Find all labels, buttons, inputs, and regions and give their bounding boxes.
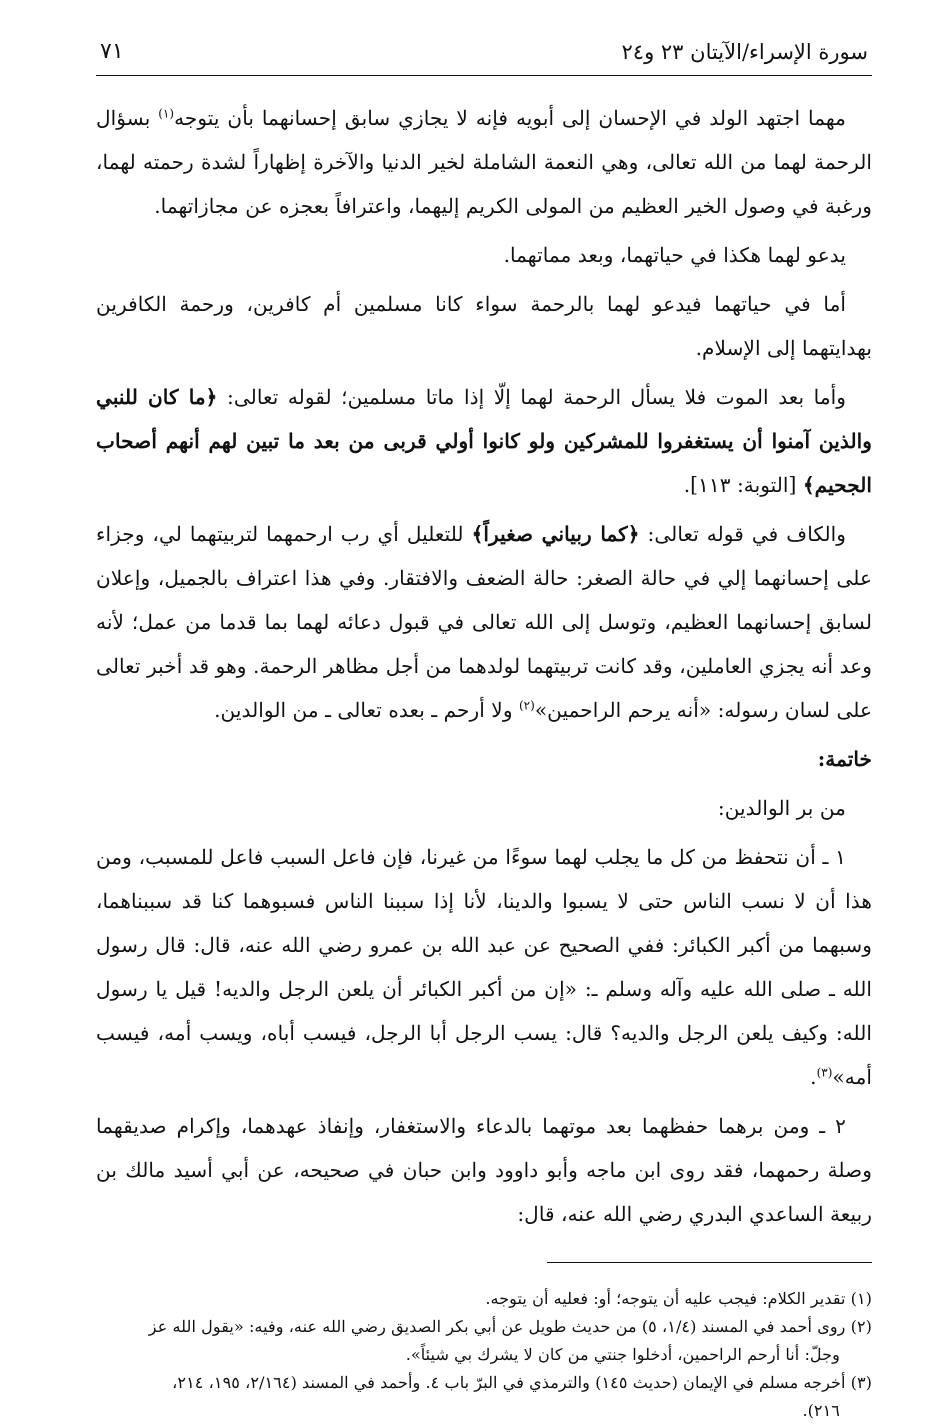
paragraph-6 (96, 835, 872, 1099)
paragraph-1 (96, 96, 872, 228)
main-text (96, 96, 872, 1236)
quran-verse: ﴿ما كان للنبي والذين آمنوا أن يستغفروا للمشركين ولو كانوا أولي قربى من بعد ما تبين لهم أنهم أصحاب الجحيم﴾ (96, 385, 872, 498)
page-header (96, 34, 872, 76)
section-heading: خاتمة: (817, 747, 872, 772)
paragraph-text: ١ ـ أن نتحفظ من كل ما يجلب لهما سوءًا من غيرنا، فإن فاعل السبب فاعل للمسبب، ومن هذا أن لا نسب الناس حتى لا يسبوا والدينا، لأنا إذا سببنا الناس فسبوهما كنا قد سببناهما، وسبهما من أكبر الكبائر: ففي الصحيح عن عبد الله بن عمرو رضي الله عنه، قال: قال رسول الله ـ صلى الله عليه وآله وسلم ـ: «إن من أكبر الكبائر أن يلعن الرجل والديه! قيل يا رسول الله: وكيف يلعن الرجل والديه؟ قال: يسب الرجل أبا الرجل، فيسب أباه، ويسب أمه، فيسب أمه» (96, 845, 872, 1090)
paragraph-text: والكاف في قوله تعالى: (639, 522, 847, 547)
paragraph-text: للتعليل أي رب ارحمهما لتربيتهما لي، وجزاء على إحسانهما إلي في حالة الصغر: حالة الضعف والافتقار. وفي هذا اعتراف بالجميل، وإعلان لسابق إحسانهما العظيم، وتوسل إلى الله تعالى في قبول دعائه لهما بما قدما من عمل؛ لأنه وعد أنه يجزي العاملين، وقد كانت تربيتهما لولدهما من أجل مظاهر الرحمة. وهو قد أخبر تعالى على لسان رسوله: «أنه يرحم الراحمين» (96, 522, 872, 723)
paragraph-text: ولا أرحم ـ بعده تعالى ـ من الوالدين. (214, 698, 519, 723)
footnote-3: (٣) أخرجه مسلم في الإيمان (حديث ١٤٥) والترمذي في البرّ باب ٤. وأحمد في المسند (٢/١٦٤، ١٩٥، ٢١٤، (172, 1373, 872, 1393)
paragraph-text: . (810, 1065, 817, 1090)
paragraph-5 (96, 512, 872, 732)
paragraph-2: يدعو لهما هكذا في حياتهما، وبعد مماتهما. (503, 243, 846, 268)
quran-verse: ﴿كما ربياني صغيراً﴾ (471, 522, 640, 547)
running-title: سورة الإسراء/الآيتان ٢٣ و٢٤ (621, 39, 868, 64)
footnote-2: (٢) روى أحمد في المسند (١/٤، ٥) من حديث طويل عن أبي بكر الصديق رضي الله عنه، وفيه: «يقول الله عز (148, 1317, 872, 1337)
paragraph-7: ٢ ـ ومن برهما حفظهما بعد موتهما بالدعاء والاستغفار، وإنفاذ عهدهما، وإكرام صديقهما وصلة رحمهما، فقد روى ابن ماجه وأبو داوود وابن حبان في صحيحه، عن أبي أسيد مالك بن ربيعة الساعدي البدري رضي الله عنه، قال: (96, 1114, 872, 1227)
footnote-1: (١) تقدير الكلام: فيجب عليه أن يتوجه؛ أو: فعليه أن يتوجه. (485, 1289, 872, 1309)
footnote-2-continued: وجلّ: أنا أرحم الراحمين، أدخلوا جنتي من كان لا يشرك بي شيئاً». (405, 1345, 840, 1365)
paragraph-text: بسؤال الرحمة لهما من الله تعالى، وهي النعمة الشاملة لخير الدنيا والآخرة إظهاراً لشدة رحمته لهما، ورغبة في وصول الخير العظيم من المولى الكريم إليهما، واعترافاً بعجزه عن مجازاتهما. (96, 106, 872, 219)
paragraph-text: مهما اجتهد الولد في الإحسان إلى أبويه فإنه لا يجازي سابق إحسانهما بأن يتوجه (174, 106, 846, 131)
page-number: ٧١ (100, 39, 124, 64)
footnote-separator (547, 1262, 872, 1263)
footnote-ref-2: (٢) (518, 698, 535, 713)
footnote-ref-3: (٣) (816, 1065, 833, 1080)
footnote-3-continued: ٢١٦). (802, 1401, 840, 1421)
verse-reference: [التوبة: ١١٣]. (683, 473, 803, 498)
footnote-ref-1: (١) (158, 106, 175, 121)
paragraph-3: أما في حياتهما فيدعو لهما بالرحمة سواء كانا مسلمين أم كافرين، ورحمة الكافرين بهدايتهما إلى الإسلام. (96, 292, 872, 361)
paragraph-4 (96, 375, 872, 507)
footnotes (96, 1285, 872, 1424)
sub-heading: من بر الوالدين: (717, 796, 846, 821)
paragraph-text: وأما بعد الموت فلا يسأل الرحمة لهما إلّا إذا ماتا مسلمين؛ لقوله تعالى: (217, 385, 846, 410)
